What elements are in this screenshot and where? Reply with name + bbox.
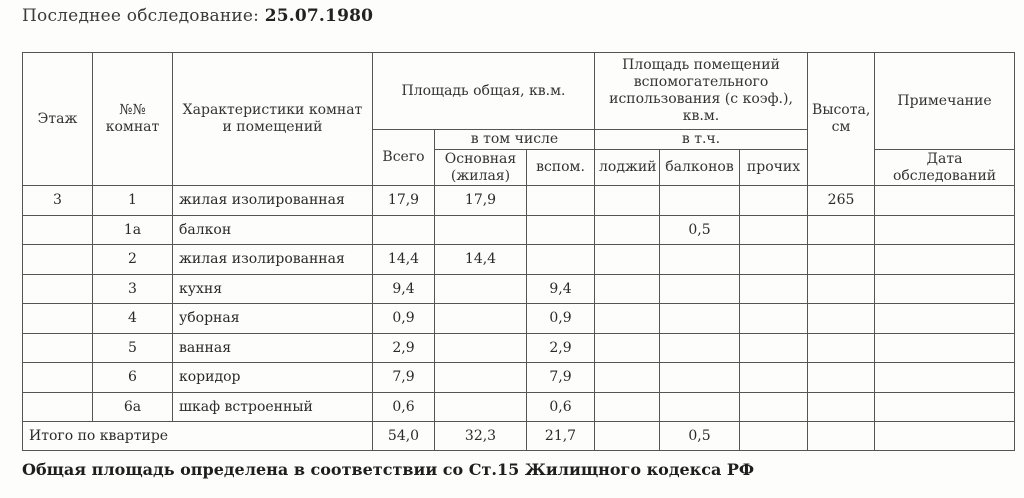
cell-other bbox=[740, 186, 808, 216]
cell-room-no: 3 bbox=[93, 274, 173, 304]
col-loggias: лоджий bbox=[595, 150, 660, 186]
cell-balcony bbox=[660, 274, 740, 304]
cell-name: коридор bbox=[173, 363, 373, 393]
cell-aux: 9,4 bbox=[527, 274, 595, 304]
cell-main: 14,4 bbox=[435, 245, 527, 275]
cell-main bbox=[435, 333, 527, 363]
cell-balcony: 0,5 bbox=[660, 215, 740, 245]
cell-room-no: 1 bbox=[93, 186, 173, 216]
cell-total: 2,9 bbox=[373, 333, 435, 363]
col-balconies: балконов bbox=[660, 150, 740, 186]
cell-floor bbox=[23, 304, 93, 334]
col-total-area: Площадь общая, кв.м. bbox=[373, 53, 595, 130]
cell-total: 9,4 bbox=[373, 274, 435, 304]
col-aux: вспом. bbox=[527, 150, 595, 186]
cell-note bbox=[875, 274, 1015, 304]
cell-total: 0,9 bbox=[373, 304, 435, 334]
cell-note bbox=[875, 333, 1015, 363]
totals-height bbox=[808, 422, 875, 451]
cell-floor bbox=[23, 274, 93, 304]
col-inspection-date: Дата обследований bbox=[875, 150, 1015, 186]
cell-name: кухня bbox=[173, 274, 373, 304]
col-other: прочих bbox=[740, 150, 808, 186]
cell-floor bbox=[23, 333, 93, 363]
cell-other bbox=[740, 333, 808, 363]
totals-loggia bbox=[595, 422, 660, 451]
table-row bbox=[23, 363, 1015, 393]
cell-note bbox=[875, 245, 1015, 275]
cell-main bbox=[435, 304, 527, 334]
cell-name: жилая изолированная bbox=[173, 245, 373, 275]
cell-height bbox=[808, 245, 875, 275]
col-incl-short: в т.ч. bbox=[595, 130, 808, 150]
cell-note bbox=[875, 304, 1015, 334]
cell-name: жилая изолированная bbox=[173, 186, 373, 216]
cell-height bbox=[808, 392, 875, 422]
col-including: в том числе bbox=[435, 130, 595, 150]
cell-total: 7,9 bbox=[373, 363, 435, 393]
cell-aux bbox=[527, 245, 595, 275]
cell-balcony bbox=[660, 363, 740, 393]
table-row bbox=[23, 245, 1015, 275]
cell-aux: 0,9 bbox=[527, 304, 595, 334]
cell-room-no: 1а bbox=[93, 215, 173, 245]
cell-loggia bbox=[595, 392, 660, 422]
cell-other bbox=[740, 245, 808, 275]
cell-floor bbox=[23, 363, 93, 393]
cell-loggia bbox=[595, 333, 660, 363]
cell-total: 14,4 bbox=[373, 245, 435, 275]
cell-height: 265 bbox=[808, 186, 875, 216]
cell-room-no: 2 bbox=[93, 245, 173, 275]
table-row bbox=[23, 274, 1015, 304]
cell-name: уборная bbox=[173, 304, 373, 334]
cell-note bbox=[875, 215, 1015, 245]
cell-height bbox=[808, 304, 875, 334]
cell-floor: 3 bbox=[23, 186, 93, 216]
cell-other bbox=[740, 304, 808, 334]
table-row bbox=[23, 304, 1015, 334]
col-floor: Этаж bbox=[23, 53, 93, 186]
cell-room-no: 4 bbox=[93, 304, 173, 334]
cell-main bbox=[435, 274, 527, 304]
cell-name: балкон bbox=[173, 215, 373, 245]
last-inspection-line bbox=[22, 6, 373, 26]
cell-other bbox=[740, 392, 808, 422]
cell-other bbox=[740, 363, 808, 393]
cell-note bbox=[875, 363, 1015, 393]
table-row bbox=[23, 392, 1015, 422]
col-aux-rooms: Площадь помещений вспомогательного использования (с коэф.), кв.м. bbox=[595, 53, 808, 130]
cell-balcony bbox=[660, 333, 740, 363]
cell-balcony bbox=[660, 186, 740, 216]
cell-loggia bbox=[595, 363, 660, 393]
cell-floor bbox=[23, 392, 93, 422]
cell-height bbox=[808, 215, 875, 245]
totals-note bbox=[875, 422, 1015, 451]
cell-main bbox=[435, 363, 527, 393]
cell-balcony bbox=[660, 392, 740, 422]
cell-loggia bbox=[595, 274, 660, 304]
cell-total bbox=[373, 215, 435, 245]
cell-loggia bbox=[595, 245, 660, 275]
cell-aux: 2,9 bbox=[527, 333, 595, 363]
last-inspection-date: 25.07.1980 bbox=[264, 6, 374, 26]
col-all: Всего bbox=[373, 130, 435, 186]
cell-balcony bbox=[660, 304, 740, 334]
cell-height bbox=[808, 363, 875, 393]
cell-room-no: 5 bbox=[93, 333, 173, 363]
col-characteristics: Характеристики комнат и помещений bbox=[173, 53, 373, 186]
table-row bbox=[23, 333, 1015, 363]
table-row bbox=[23, 186, 1015, 216]
cell-room-no: 6а bbox=[93, 392, 173, 422]
col-room-no: №№ комнат bbox=[93, 53, 173, 186]
cell-note bbox=[875, 392, 1015, 422]
apartment-area-table bbox=[22, 52, 1015, 451]
cell-height bbox=[808, 274, 875, 304]
footer-note: Общая площадь определена в соответствии со Ст.15 Жилищного кодекса РФ bbox=[22, 460, 755, 479]
header-row-1 bbox=[23, 53, 1015, 130]
cell-main bbox=[435, 392, 527, 422]
cell-loggia bbox=[595, 304, 660, 334]
cell-name: ванная bbox=[173, 333, 373, 363]
cell-height bbox=[808, 333, 875, 363]
cell-aux bbox=[527, 186, 595, 216]
cell-floor bbox=[23, 215, 93, 245]
cell-loggia bbox=[595, 186, 660, 216]
cell-other bbox=[740, 215, 808, 245]
last-inspection-label: Последнее обследование: bbox=[22, 6, 260, 26]
cell-aux: 0,6 bbox=[527, 392, 595, 422]
table-row bbox=[23, 215, 1015, 245]
cell-balcony bbox=[660, 245, 740, 275]
cell-other bbox=[740, 274, 808, 304]
totals-balcony: 0,5 bbox=[660, 422, 740, 451]
totals-aux: 21,7 bbox=[527, 422, 595, 451]
cell-name: шкаф встроенный bbox=[173, 392, 373, 422]
totals-total: 54,0 bbox=[373, 422, 435, 451]
cell-floor bbox=[23, 245, 93, 275]
cell-loggia bbox=[595, 215, 660, 245]
col-main: Основная (жилая) bbox=[435, 150, 527, 186]
cell-main: 17,9 bbox=[435, 186, 527, 216]
col-height: Высота, см bbox=[808, 53, 875, 186]
cell-total: 0,6 bbox=[373, 392, 435, 422]
totals-other bbox=[740, 422, 808, 451]
cell-room-no: 6 bbox=[93, 363, 173, 393]
cell-total: 17,9 bbox=[373, 186, 435, 216]
col-note: Примечание bbox=[875, 53, 1015, 150]
totals-label: Итого по квартире bbox=[23, 422, 373, 451]
totals-main: 32,3 bbox=[435, 422, 527, 451]
cell-aux: 7,9 bbox=[527, 363, 595, 393]
cell-note bbox=[875, 186, 1015, 216]
totals-row bbox=[23, 422, 1015, 451]
cell-aux bbox=[527, 215, 595, 245]
cell-main bbox=[435, 215, 527, 245]
